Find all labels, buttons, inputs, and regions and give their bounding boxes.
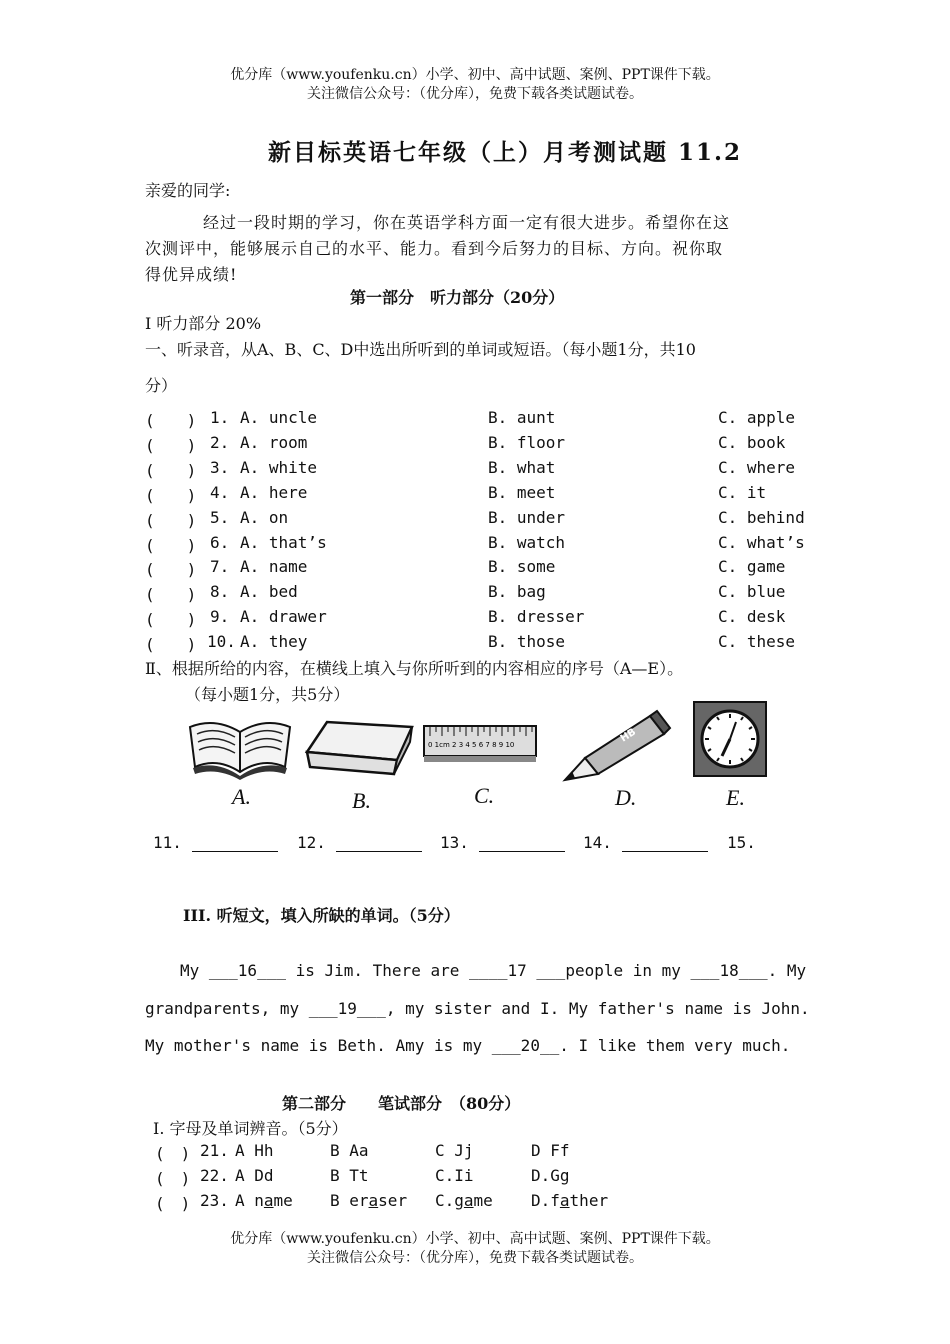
- answer-underline[interactable]: [622, 837, 708, 852]
- ruler-marks: 0 1cm 2 3 4 5 6 7 8 9 10: [428, 741, 515, 749]
- answer-paren[interactable]: ( ): [145, 585, 197, 605]
- answer-paren[interactable]: ( ): [145, 635, 197, 655]
- q1-item: [145, 408, 825, 432]
- part1-subheading: I 听力部分 20%: [145, 314, 262, 333]
- option-a: A. here: [240, 482, 308, 502]
- option-b: B. some: [488, 557, 556, 577]
- option-b: B. dresser: [488, 607, 585, 627]
- answer-paren[interactable]: ( ): [145, 411, 197, 430]
- footer-line-2: 关注微信公众号：（优分库），免费下载各类试题试卷。: [307, 1250, 643, 1266]
- q1-instruction-a: 一、听录音，从A、B、C、D中选出所听到的单词或短语。（每小题1分，共10: [145, 340, 696, 359]
- part2-item-23: [145, 1191, 825, 1215]
- item-number: 1.: [210, 408, 230, 427]
- option-b: B. bag: [488, 582, 546, 602]
- q2-instruction-a: Ⅱ、根据所给的内容，在横线上填入与你所听到的内容相应的序号（A—E）。: [145, 659, 684, 678]
- part2-subheading: I. 字母及单词辨音。（5分）: [153, 1119, 348, 1138]
- option-c: C. these: [718, 632, 796, 652]
- answer-underline[interactable]: [479, 837, 565, 852]
- answer-paren[interactable]: ( ): [145, 535, 197, 555]
- header-line-2: 关注微信公众号：（优分库），免费下载各类试题试卷。: [307, 86, 643, 102]
- q1-item: [145, 557, 825, 581]
- answer-underline[interactable]: [336, 837, 422, 852]
- q1-item: [145, 433, 825, 457]
- q1-item: [145, 483, 825, 507]
- q1-item: [145, 607, 825, 631]
- q3-line-2: grandparents, my ___19___, my sister and I. My father's name is John.: [145, 999, 810, 1018]
- footer-line-1: 优分库（www.youfenku.cn）小学、初中、高中试题、案例、PPT课件下载。: [230, 1231, 720, 1247]
- picture-label: D.: [615, 785, 637, 810]
- page-title: 新目标英语七年级（上）月考测试题 11.2: [267, 139, 743, 166]
- option-a: A. white: [240, 457, 318, 477]
- book-icon: [185, 712, 295, 782]
- intro-line-3: 得优异成绩!: [145, 265, 238, 284]
- part1-heading: 第一部分 听力部分（20分）: [350, 288, 565, 307]
- answer-blank: [727, 833, 756, 852]
- option-b: B Aa: [330, 1141, 369, 1160]
- answer-number: 14.: [583, 833, 612, 852]
- option-a: A. bed: [240, 582, 298, 602]
- picture-label: A.: [232, 784, 251, 809]
- q1-item: [145, 508, 825, 532]
- option-b: B. watch: [488, 532, 566, 552]
- part2-item: [145, 1141, 825, 1165]
- option-c: C. it: [718, 482, 767, 502]
- answer-paren[interactable]: ( ): [145, 610, 197, 630]
- option-d: D Ff: [531, 1141, 570, 1160]
- picture-label: B.: [352, 788, 371, 813]
- greeting: 亲爱的同学:: [145, 181, 231, 200]
- item-number: 6.: [210, 532, 230, 552]
- answer-paren[interactable]: ( ): [145, 510, 197, 530]
- item-number: 8.: [210, 582, 230, 602]
- option-a: A Dd: [235, 1166, 274, 1185]
- option-b: B. floor: [488, 432, 566, 452]
- part2-item: [145, 1166, 825, 1190]
- item-number: 21.: [200, 1141, 229, 1160]
- option-c: C. game: [718, 557, 786, 577]
- option-a: A. name: [240, 557, 308, 577]
- option-c: C. what’s: [718, 532, 805, 552]
- option-b: B. under: [488, 507, 566, 527]
- option-c: C. desk: [718, 607, 786, 627]
- answer-number: 12.: [297, 833, 326, 852]
- item-number: 10.: [207, 632, 236, 652]
- pencil-icon: [560, 708, 672, 783]
- item-number: 3.: [210, 457, 230, 477]
- item-number: 4.: [210, 482, 230, 502]
- answer-underline[interactable]: [192, 837, 278, 852]
- intro-line-2: 次测评中，能够展示自己的水平、能力。看到今后努力的目标、方向。祝你取: [145, 239, 724, 258]
- option-c: C. book: [718, 432, 786, 452]
- picture-label: E.: [726, 785, 745, 810]
- q1-item: [145, 533, 825, 557]
- header-line-1: 优分库（www.youfenku.cn）小学、初中、高中试题、案例、PPT课件下载。: [230, 67, 720, 83]
- option-c: C Jj: [435, 1141, 474, 1160]
- pencil-label: HB: [618, 726, 639, 745]
- answer-paren[interactable]: ( ): [145, 560, 197, 580]
- q1-item: [145, 458, 825, 482]
- answer-paren[interactable]: ( ): [155, 1194, 191, 1213]
- option-c: C. blue: [718, 582, 786, 602]
- item-number: 5.: [210, 507, 230, 527]
- option-d: D.father: [531, 1191, 609, 1210]
- option-b: B eraser: [330, 1191, 408, 1210]
- q1-instruction-b: 分）: [145, 376, 178, 395]
- option-a: A. uncle: [240, 408, 318, 427]
- option-b: B. aunt: [488, 408, 556, 427]
- item-number: 7.: [210, 557, 230, 577]
- q1-item: [145, 582, 825, 606]
- answer-blank[interactable]: [583, 833, 708, 852]
- item-number: 2.: [210, 432, 230, 452]
- option-a: A. room: [240, 432, 308, 452]
- option-a: A. drawer: [240, 607, 327, 627]
- option-a: A. on: [240, 507, 289, 527]
- option-c: C.game: [435, 1191, 493, 1210]
- option-d: D.Gg: [531, 1166, 570, 1185]
- answer-blank[interactable]: [297, 833, 422, 852]
- q3-heading: III. 听短文，填入所缺的单词。（5分）: [183, 906, 460, 925]
- option-b: B Tt: [330, 1166, 369, 1185]
- q3-line-3: My mother's name is Beth. Amy is my ___20__. I like them very much.: [145, 1036, 791, 1055]
- answer-number: 11.: [153, 833, 182, 852]
- option-c: C. behind: [718, 507, 805, 527]
- answer-paren[interactable]: ( ): [145, 435, 197, 455]
- answer-paren[interactable]: ( ): [145, 460, 197, 480]
- answer-paren[interactable]: ( ): [145, 485, 197, 505]
- option-a: A Hh: [235, 1141, 274, 1160]
- answer-number: 13.: [440, 833, 469, 852]
- q1-item: [145, 632, 825, 656]
- q2-instruction-b: （每小题1分，共5分）: [185, 685, 350, 704]
- eraser-icon: [302, 712, 417, 782]
- option-c: C. apple: [718, 408, 796, 427]
- answer-paren[interactable]: ( ): [155, 1169, 191, 1188]
- clock-icon: [692, 700, 768, 778]
- part2-heading: 第二部分 笔试部分 （80分）: [282, 1094, 521, 1113]
- item-number: 9.: [210, 607, 230, 627]
- option-c: C. where: [718, 457, 796, 477]
- option-b: B. what: [488, 457, 556, 477]
- intro-line-1: 经过一段时期的学习，你在英语学科方面一定有很大进步。希望你在这: [203, 213, 731, 232]
- option-a: A. that’s: [240, 532, 327, 552]
- option-b: B. meet: [488, 482, 556, 502]
- picture-label: C.: [474, 783, 495, 808]
- answer-paren[interactable]: ( ): [155, 1144, 191, 1163]
- item-number: 23.: [200, 1191, 229, 1210]
- q3-line-1: My ___16___ is Jim. There are ____17 ___people in my ___18___. My: [180, 961, 807, 980]
- answer-blank[interactable]: [440, 833, 565, 852]
- answer-number: 15.: [727, 833, 756, 852]
- option-a: A name: [235, 1191, 293, 1210]
- item-number: 22.: [200, 1166, 229, 1185]
- option-a: A. they: [240, 632, 308, 652]
- option-c: C.Ii: [435, 1166, 474, 1185]
- ruler-icon: [422, 718, 540, 768]
- answer-blank[interactable]: [153, 833, 278, 852]
- option-b: B. those: [488, 632, 566, 652]
